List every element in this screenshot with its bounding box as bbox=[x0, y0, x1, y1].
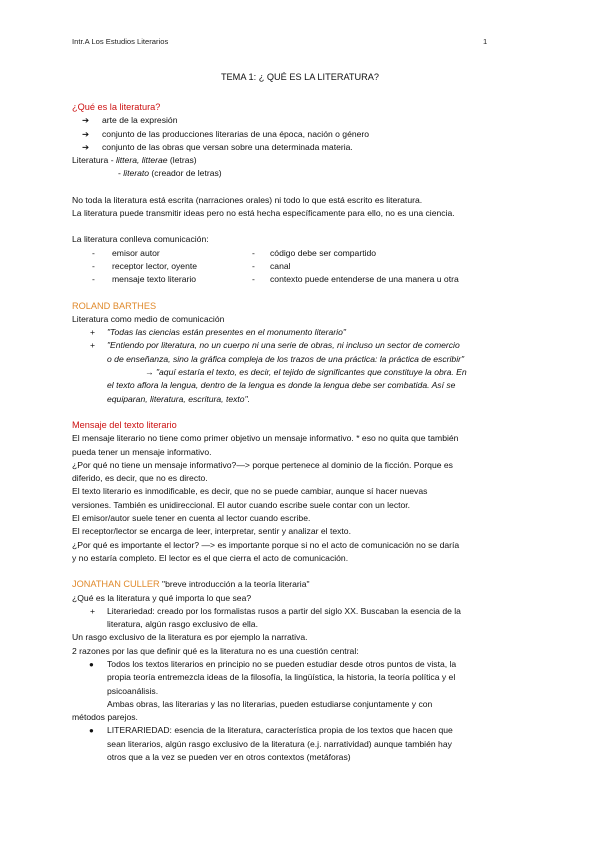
text-line: Ambas obras, las literarias y las no literarias, pueden estudiarse conjuntamente y con bbox=[107, 698, 433, 709]
communication-elements bbox=[72, 247, 532, 287]
list-item: ➔ arte de la expresión bbox=[82, 114, 532, 127]
quote-continuation: equiparan, literatura, escritura, texto". bbox=[107, 393, 251, 404]
paragraph: No toda la literatura está escrita (narraciones orales) ni todo lo que está escrito es literatura. bbox=[72, 194, 423, 205]
running-header: Intr.A Los Estudios Literarios bbox=[72, 37, 169, 46]
bullet-icon: ● bbox=[89, 659, 94, 669]
text-line: El emisor/autor suele tener en cuenta al lector cuando escribe. bbox=[72, 513, 311, 524]
text-line: ¿Por qué es importante el lector? —> es importante porque si no el acto de comunicación no se daría bbox=[72, 539, 460, 550]
text-line: diferido, es decir, que no es directo. bbox=[72, 473, 208, 484]
text-line: métodos parejos. bbox=[72, 712, 138, 723]
paragraph: La literatura puede transmitir ideas pero no está hecha específicamente para ello, no es una ciencia. bbox=[72, 208, 455, 219]
plus-icon: + bbox=[90, 340, 96, 351]
plus-icon: + bbox=[90, 327, 96, 338]
text-line: ¿Qué es la literatura y qué importa lo que sea? bbox=[72, 592, 252, 603]
list-item: - receptor lector, oyente bbox=[92, 260, 198, 271]
page-number: 1 bbox=[483, 37, 488, 46]
list-item: - canal bbox=[252, 260, 291, 271]
list-item: - código debe ser compartido bbox=[252, 247, 377, 258]
text-line: ¿Por qué no tiene un mensaje informativo?—> porque pertenece al dominio de la ficción. Porque es bbox=[72, 459, 453, 470]
text-line: El texto literario es inmodificable, es decir, que no se puede cambiar, aunque sí hacer nuevas bbox=[72, 486, 428, 497]
list-item: - contexto puede entenderse de una manera u otra bbox=[252, 274, 459, 285]
etymology-line: - literato (creador de letras) bbox=[118, 168, 222, 179]
list-item: ➔ conjunto de las producciones literarias de una época, nación o género bbox=[82, 128, 532, 141]
text-line: El receptor/lector se encarga de leer, interpretar, sentir y analizar el texto. bbox=[72, 526, 351, 537]
section-heading-culler: JONATHAN CULLER "breve introducción a la teoría literaria" bbox=[72, 579, 310, 590]
list-item: ➔ conjunto de las obras que versan sobre una determinada materia. bbox=[82, 141, 532, 154]
plus-icon: + bbox=[90, 605, 96, 616]
section-heading-que-es: ¿Qué es la literatura? bbox=[72, 102, 161, 112]
etymology-line: Literatura - littera, litterae (letras) bbox=[72, 155, 197, 166]
text-line: Un rasgo exclusivo de la literatura es por ejemplo la narrativa. bbox=[72, 632, 308, 643]
document-body bbox=[72, 101, 532, 764]
section-heading-mensaje: Mensaje del texto literario bbox=[72, 419, 177, 430]
section-heading-barthes: ROLAND BARTHES bbox=[72, 300, 157, 311]
arrow-icon: ➔ bbox=[82, 141, 90, 152]
paragraph: Literatura como medio de comunicación bbox=[72, 313, 225, 324]
arrow-icon: ➔ bbox=[82, 115, 90, 126]
quote-continuation: → "aquí estaría el texto, es decir, el tejido de significantes que constituye la obra. En bbox=[145, 367, 467, 378]
text-line: 2 razones por las que definir qué es la literatura no es una cuestión central: bbox=[72, 645, 359, 656]
arrow-icon: ➔ bbox=[82, 128, 90, 139]
quote-continuation: el texto aflora la lengua, dentro de la lengua es donde la lengua debe ser combatida. Así se bbox=[107, 380, 456, 391]
list-item: - mensaje texto literario bbox=[92, 274, 197, 285]
text-line: El mensaje literario no tiene como primer objetivo un mensaje informativo. * eso no quita que también bbox=[72, 433, 459, 444]
text-line: versiones. También es unidireccional. El autor cuando escribe suele contar con un lector. bbox=[72, 499, 411, 510]
bullet-icon: ● bbox=[89, 726, 94, 736]
list-item: ● Todos los textos literarios en principio no se pueden estudiar desde otros puntos de vista, la propia teoría entremezcla ideas de la filosofía, la lingüística, la historia, la teoría política y el psicoanálisis. bbox=[89, 658, 532, 698]
paragraph: La literatura conlleva comunicación: bbox=[72, 234, 209, 245]
list-item: + Literariedad: creado por los formalistas rusos a partir del siglo XX. Buscaban la esencia de la literatura, algún rasgo exclusivo de ella. bbox=[90, 605, 532, 632]
page-title: TEMA 1: ¿ QUÉ ES LA LITERATURA? bbox=[220, 72, 380, 82]
list-item: ● LITERARIEDAD: esencia de la literatura, característica propia de los textos que hacen que sean literarios, algún rasgo exclusivo de la literatura (e.j. narratividad) aunque también hay otros que a la vez se pueden ver en otros contextos (metáforas) bbox=[89, 724, 532, 764]
text-line: y no estaría completo. El lector es el que cierra el acto de comunicación. bbox=[72, 552, 349, 563]
list-item: + "Entiendo por literatura, no un cuerpo ni una serie de obras, ni incluso un sector de comercio o de enseñanza, sino la gráfica compleja de los trazos de una práctica: la práctica de escribir" bbox=[90, 339, 532, 366]
list-item: - emisor autor bbox=[92, 247, 160, 258]
list-item: + "Todas las ciencias están presentes en el monumento literario" bbox=[90, 326, 532, 339]
text-line: pueda tener un mensaje informativo. bbox=[72, 446, 212, 457]
